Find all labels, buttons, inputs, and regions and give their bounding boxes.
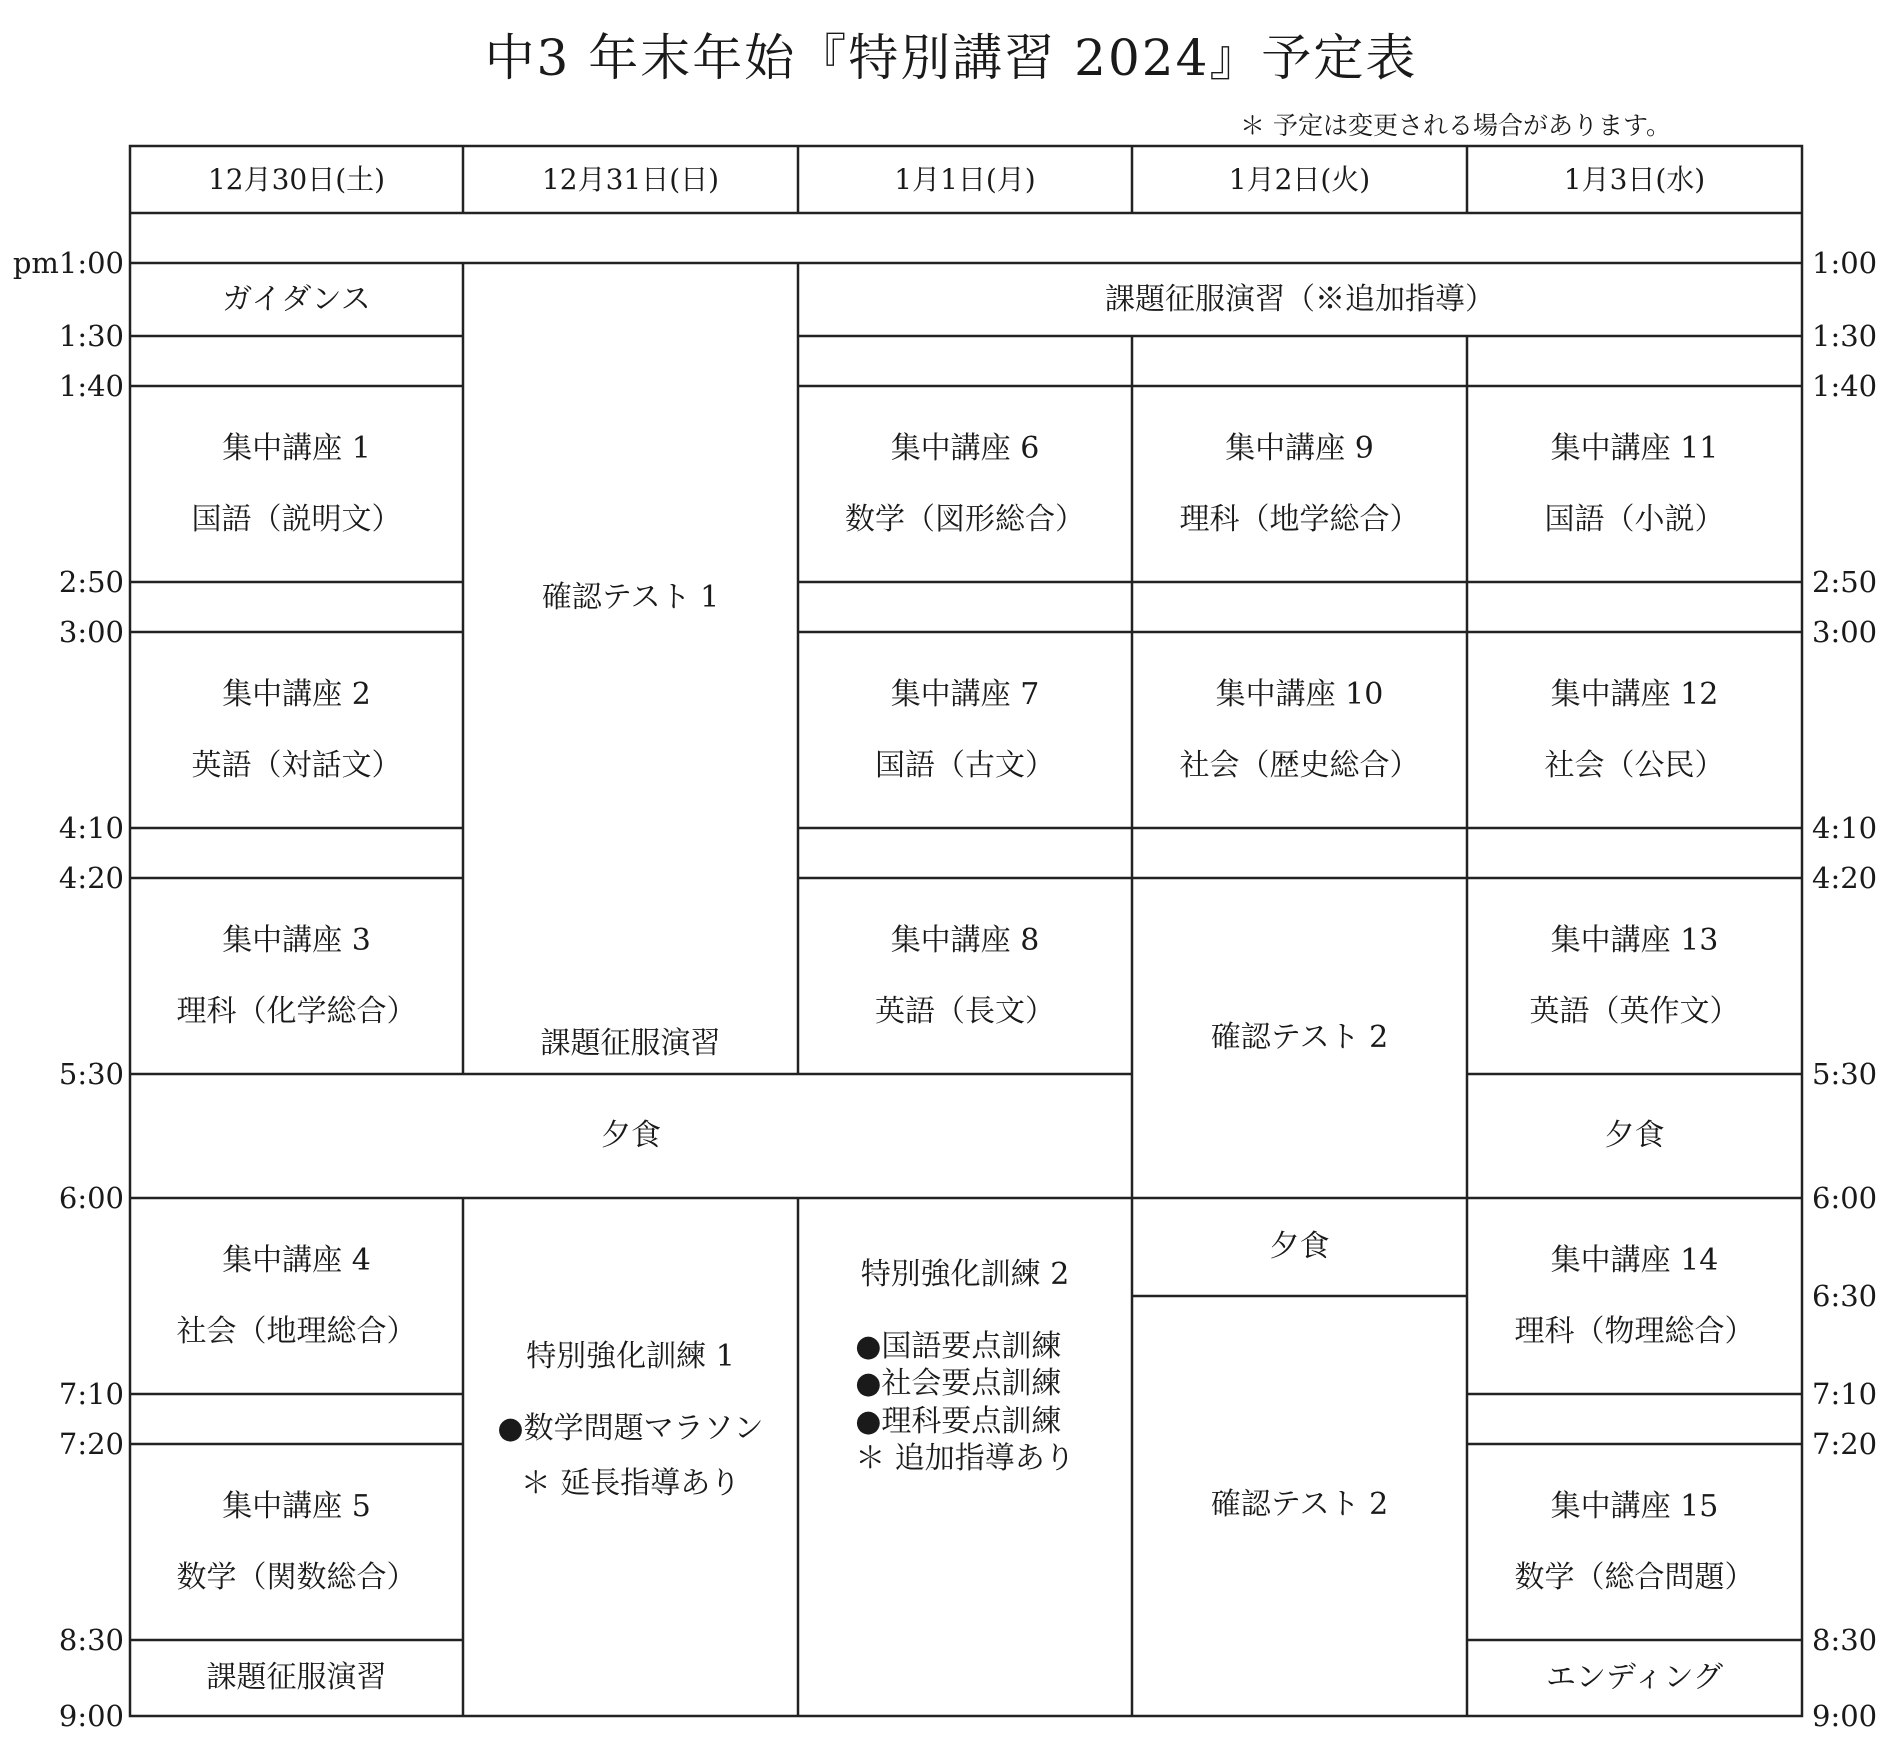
lecture-subject: 国語（小説） bbox=[1544, 502, 1725, 537]
training-item: ●理科要点訓練 bbox=[855, 1403, 1062, 1439]
cell-dinner-d5 bbox=[1467, 1074, 1802, 1198]
time-label-left: 4:20 bbox=[58, 861, 124, 895]
cell-lecture-1 bbox=[130, 386, 463, 582]
time-label-left: 1:40 bbox=[58, 369, 124, 403]
lecture-subject: 理科（化学総合） bbox=[176, 994, 417, 1029]
cell-test-1 bbox=[463, 263, 798, 933]
cell-text: ガイダンス bbox=[222, 281, 371, 317]
cell-text: 課題征服演習（※追加指導） bbox=[1105, 281, 1495, 317]
cell-lecture-11 bbox=[1467, 386, 1802, 582]
day-header-5: 1月3日(水) bbox=[1563, 163, 1706, 196]
lecture-subject: 数学（図形総合） bbox=[845, 502, 1085, 537]
page-title: 中3 年末年始『特別講習 2024』予定表 bbox=[484, 29, 1418, 87]
training-item: ●社会要点訓練 bbox=[855, 1366, 1062, 1401]
time-label-left: 7:20 bbox=[58, 1427, 124, 1461]
time-label-right: 5:30 bbox=[1812, 1057, 1878, 1091]
cell-text: 確認テスト 2 bbox=[1210, 1487, 1389, 1522]
lecture-title: 集中講座 5 bbox=[222, 1488, 371, 1524]
cell-text: 課題征服演習 bbox=[540, 1025, 721, 1061]
cell-training-2 bbox=[798, 1198, 1132, 1716]
cell-text: 確認テスト 2 bbox=[1210, 1020, 1389, 1056]
lecture-subject: 英語（長文） bbox=[875, 994, 1055, 1029]
lecture-subject: 理科（地学総合） bbox=[1179, 502, 1420, 537]
time-label-left: 5:30 bbox=[58, 1057, 124, 1091]
time-label-right: 2:50 bbox=[1812, 565, 1878, 599]
lecture-title: 集中講座 9 bbox=[1225, 430, 1374, 466]
time-label-right: 7:10 bbox=[1812, 1377, 1878, 1411]
time-label-left: 3:00 bbox=[58, 615, 124, 649]
cell-lecture-6 bbox=[798, 386, 1132, 582]
lecture-subject: 英語（英作文） bbox=[1529, 994, 1740, 1029]
training-title: 特別強化訓練 2 bbox=[860, 1257, 1070, 1292]
cell-lecture-7 bbox=[798, 632, 1132, 828]
time-label-right: 3:00 bbox=[1812, 615, 1878, 649]
time-label-right: 1:40 bbox=[1812, 369, 1878, 403]
cell-text: エンディング bbox=[1546, 1660, 1723, 1696]
cell-text: 夕食 bbox=[1604, 1118, 1665, 1154]
time-label-right: 8:30 bbox=[1812, 1623, 1878, 1657]
time-label-right: 6:30 bbox=[1812, 1279, 1878, 1313]
time-label-right: 1:00 bbox=[1812, 246, 1878, 280]
time-label-left: 4:10 bbox=[58, 811, 124, 845]
day-header-3: 1月1日(月) bbox=[894, 163, 1036, 196]
cell-text: 課題征服演習 bbox=[206, 1660, 387, 1696]
training-items bbox=[855, 1328, 1075, 1478]
lecture-subject: 数学（関数総合） bbox=[176, 1560, 417, 1595]
cell-ending bbox=[1467, 1640, 1802, 1716]
cell-lecture-13 bbox=[1467, 878, 1802, 1074]
time-label-right: 4:20 bbox=[1812, 861, 1878, 895]
lecture-title: 集中講座 13 bbox=[1550, 922, 1719, 958]
lecture-subject: 数学（総合問題） bbox=[1514, 1560, 1755, 1595]
lecture-title: 集中講座 4 bbox=[222, 1242, 371, 1278]
training-title: 特別強化訓練 1 bbox=[526, 1339, 735, 1374]
time-label-left: 8:30 bbox=[58, 1623, 124, 1657]
lecture-title: 集中講座 1 bbox=[222, 430, 371, 466]
cell-guidance bbox=[130, 263, 463, 336]
time-label-left: 9:00 bbox=[58, 1699, 124, 1733]
lecture-subject: 国語（説明文） bbox=[191, 502, 402, 537]
lecture-subject: 社会（歴史総合） bbox=[1179, 748, 1420, 783]
lecture-title: 集中講座 14 bbox=[1550, 1242, 1719, 1278]
cell-lecture-9 bbox=[1132, 386, 1467, 582]
time-label-left: 7:10 bbox=[58, 1377, 124, 1411]
cell-dinner bbox=[130, 1074, 1132, 1198]
cell-training-1 bbox=[463, 1198, 798, 1716]
cell-kadai-d2 bbox=[463, 933, 798, 1074]
cell-dinner-d4 bbox=[1132, 1198, 1467, 1296]
time-label-right: 9:00 bbox=[1812, 1699, 1878, 1733]
lecture-title: 集中講座 6 bbox=[890, 430, 1040, 466]
lecture-subject: 社会（地理総合） bbox=[176, 1314, 417, 1349]
cell-text: 夕食 bbox=[601, 1118, 661, 1154]
cell-lecture-10 bbox=[1132, 632, 1467, 828]
lecture-title: 集中講座 11 bbox=[1550, 430, 1719, 466]
lecture-title: 集中講座 2 bbox=[222, 676, 371, 712]
training-item: ●数学問題マラソン bbox=[497, 1410, 764, 1446]
cell-text: 夕食 bbox=[1269, 1229, 1330, 1265]
lecture-title: 集中講座 3 bbox=[222, 922, 371, 958]
time-label-right: 1:30 bbox=[1812, 319, 1878, 353]
day-header-4: 1月2日(火) bbox=[1228, 163, 1371, 196]
lecture-subject: 理科（物理総合） bbox=[1514, 1314, 1755, 1349]
training-note: ＊ 延長指導あり bbox=[520, 1466, 741, 1501]
time-label-left: 2:50 bbox=[58, 565, 124, 599]
cell-kadai-d1 bbox=[130, 1640, 463, 1716]
cell-test-2 bbox=[1132, 878, 1467, 1198]
lecture-title: 集中講座 8 bbox=[890, 922, 1040, 958]
cell-lecture-15 bbox=[1467, 1444, 1802, 1640]
cell-lecture-14 bbox=[1467, 1198, 1802, 1394]
cell-lecture-4 bbox=[130, 1198, 463, 1394]
time-label-right: 4:10 bbox=[1812, 811, 1878, 845]
lecture-title: 集中講座 15 bbox=[1550, 1488, 1719, 1524]
time-label-left: 6:00 bbox=[58, 1181, 124, 1215]
day-header-1: 12月30日(土) bbox=[207, 163, 386, 196]
cell-lecture-3 bbox=[130, 878, 463, 1074]
cell-lecture-12 bbox=[1467, 632, 1802, 828]
schedule-note: ＊ 予定は変更される場合があります。 bbox=[1240, 111, 1671, 140]
cell-kadai-additional bbox=[798, 263, 1802, 336]
time-label-left: 1:30 bbox=[58, 319, 124, 353]
cell-test-2b bbox=[1132, 1296, 1467, 1716]
day-header-2: 12月31日(日) bbox=[541, 163, 720, 196]
time-label-right: 7:20 bbox=[1812, 1427, 1878, 1461]
time-label-right: 6:00 bbox=[1812, 1181, 1878, 1215]
lecture-subject: 英語（対話文） bbox=[191, 748, 402, 783]
lecture-subject: 国語（古文） bbox=[875, 748, 1055, 783]
lecture-title: 集中講座 7 bbox=[890, 676, 1040, 712]
cell-lecture-2 bbox=[130, 632, 463, 828]
lecture-subject: 社会（公民） bbox=[1544, 748, 1725, 783]
cell-lecture-8 bbox=[798, 878, 1132, 1074]
cell-text: 確認テスト 1 bbox=[541, 580, 720, 616]
training-item: ●国語要点訓練 bbox=[855, 1328, 1062, 1364]
time-label-left: pm1:00 bbox=[12, 246, 124, 280]
cell-lecture-5 bbox=[130, 1444, 463, 1640]
lecture-title: 集中講座 10 bbox=[1215, 676, 1384, 712]
training-note: ＊ 追加指導あり bbox=[855, 1441, 1075, 1476]
lecture-title: 集中講座 12 bbox=[1550, 676, 1719, 712]
